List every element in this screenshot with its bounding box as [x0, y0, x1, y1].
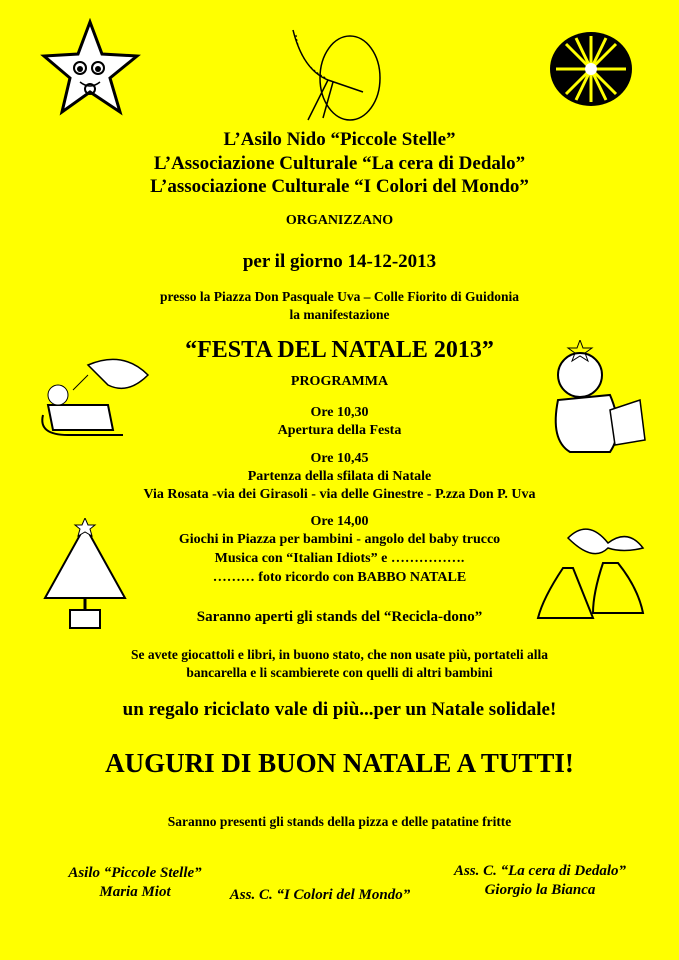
- organizer-line: L’associazione Culturale “I Colori del Mondo”: [150, 176, 529, 197]
- signature-org: Ass. C. “La cera di Dedalo”: [453, 863, 627, 879]
- greeting: AUGURI DI BUON NATALE A TUTTI!: [105, 748, 574, 778]
- star-logo-icon: [40, 18, 145, 118]
- event-place: presso la Piazza Don Pasquale Uva – Colle Fiorito di Guidonia: [159, 289, 519, 304]
- program-line: Giochi in Piazza per bambini - angolo del baby trucco: [178, 532, 501, 547]
- program-line: Apertura della Festa: [277, 423, 402, 438]
- event-date: per il giorno 14-12-2013: [242, 251, 437, 272]
- program-heading: PROGRAMMA: [290, 374, 389, 389]
- bird-logo-icon: [288, 20, 388, 130]
- signature-org: Asilo “Piccole Stelle”: [68, 865, 202, 881]
- signature-name: Maria Miot: [99, 884, 171, 900]
- program-time: Ore 10,30: [310, 405, 369, 420]
- program-time: Ore 10,45: [310, 451, 369, 466]
- program-line: ……… foto ricordo con BABBO NATALE: [212, 570, 467, 585]
- colori-del-mondo-logo-icon: [548, 30, 634, 108]
- manifestazione-label: la manifestazione: [289, 307, 390, 322]
- stands-text: Saranno aperti gli stands del “Recicla-dono”: [196, 609, 483, 625]
- food-stands-text: Saranno presenti gli stands della pizza e delle patatine fritte: [167, 814, 512, 829]
- slogan: un regalo riciclato vale di più...per un Natale solidale!: [122, 699, 557, 720]
- program-line: Via Rosata -via dei Girasoli - via delle Ginestre - P.zza Don P. Uva: [143, 487, 536, 502]
- invite-line: bancarella e li scambierete con quelli di altri bambini: [186, 665, 493, 680]
- organizer-line: L’Asilo Nido “Piccole Stelle”: [223, 129, 456, 150]
- signature-name: Giorgio la Bianca: [484, 882, 596, 898]
- organizzano-label: ORGANIZZANO: [285, 213, 394, 228]
- program-line: Musica con “Italian Idiots” e …………….: [214, 551, 465, 566]
- invite-line: Se avete giocattoli e libri, in buono stato, che non usate più, portateli alla: [131, 647, 548, 662]
- signature-org: Ass. C. “I Colori del Mondo”: [229, 887, 411, 903]
- event-title: “FESTA DEL NATALE 2013”: [185, 337, 494, 363]
- organizer-line: L’Associazione Culturale “La cera di Dedalo”: [153, 153, 526, 174]
- program-time: Ore 14,00: [310, 514, 369, 529]
- program-line: Partenza della sfilata di Natale: [247, 469, 432, 484]
